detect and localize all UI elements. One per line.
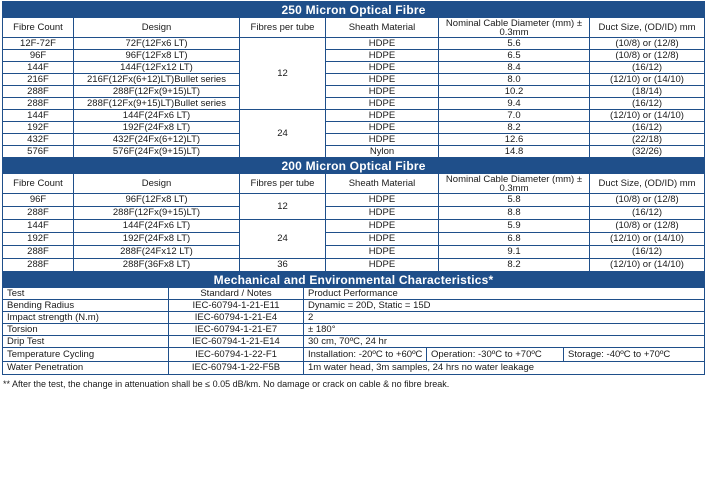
test-name: Bending Radius [3, 300, 169, 312]
col-duct-size: Duct Size, (OD/ID) mm [590, 174, 705, 194]
fibre-count: 288F [3, 207, 74, 220]
diameter: 8.2 [439, 259, 590, 272]
sheath: HDPE [326, 38, 439, 50]
fibre-count: 576F [3, 146, 74, 158]
table-250-title: 250 Micron Optical Fibre [3, 2, 705, 18]
design: 144F(24Fx6 LT) [74, 220, 240, 233]
installation-range: Installation: -20ºC to +60ºC [308, 349, 423, 360]
diameter: 8.4 [439, 62, 590, 74]
sheath: HDPE [326, 50, 439, 62]
diameter: 14.8 [439, 146, 590, 158]
fibre-count: 192F [3, 233, 74, 246]
table-row [3, 324, 705, 336]
design: 144F(24Fx6 LT) [74, 110, 240, 122]
fibre-count: 288F [3, 259, 74, 272]
operation-range: Operation: -30ºC to +70ºC [426, 348, 563, 361]
sheath: HDPE [326, 233, 439, 246]
duct-size: (16/12) [590, 246, 705, 259]
standard: IEC-60794-1-21-E11 [169, 300, 304, 312]
sheath: HDPE [326, 110, 439, 122]
table-row [3, 246, 705, 259]
standard: IEC-60794-1-22-F5B [169, 362, 304, 375]
col-fibres-per-tube: Fibres per tube [240, 174, 326, 194]
col-fibre-count: Fibre Count [3, 18, 74, 38]
duct-size: (12/10) or (14/10) [590, 259, 705, 272]
performance: ± 180° [304, 324, 705, 336]
temp-performance [304, 348, 705, 362]
fibre-count: 192F [3, 122, 74, 134]
fibre-count: 96F [3, 50, 74, 62]
table-row [3, 220, 705, 233]
duct-size: (12/10) or (14/10) [590, 74, 705, 86]
table-row [3, 233, 705, 246]
sheath: HDPE [326, 86, 439, 98]
design: 576F(24Fx(9+15)LT) [74, 146, 240, 158]
design: 192F(24Fx8 LT) [74, 233, 240, 246]
duct-size: (32/26) [590, 146, 705, 158]
storage-range: Storage: -40ºC to +70ºC [563, 348, 704, 361]
table-row [3, 122, 705, 134]
duct-size: (10/8) or (12/8) [590, 38, 705, 50]
performance: 2 [304, 312, 705, 324]
duct-size: (12/10) or (14/10) [590, 233, 705, 246]
fibre-count: 432F [3, 134, 74, 146]
col-duct-size: Duct Size, (OD/ID) mm [590, 18, 705, 38]
performance: 1m water head, 3m samples, 24 hrs no water leakage [304, 362, 705, 375]
table-row [3, 62, 705, 74]
diameter: 9.1 [439, 246, 590, 259]
design: 288F(12Fx(9+15)LT) [74, 207, 240, 220]
diameter: 8.8 [439, 207, 590, 220]
diameter: 10.2 [439, 86, 590, 98]
duct-size: (16/12) [590, 62, 705, 74]
table-row [3, 134, 705, 146]
table-row [3, 207, 705, 220]
fibre-count: 144F [3, 110, 74, 122]
fibre-count: 96F [3, 194, 74, 207]
standard: IEC-60794-1-21-E7 [169, 324, 304, 336]
col-fibre-count: Fibre Count [3, 174, 74, 194]
test-name: Drip Test [3, 336, 169, 348]
design: 288F(36Fx8 LT) [74, 259, 240, 272]
table-row [3, 110, 705, 122]
table-row [3, 300, 705, 312]
performance: Dynamic = 20D, Static = 15D [304, 300, 705, 312]
col-fibres-per-tube: Fibres per tube [240, 18, 326, 38]
table-row [3, 194, 705, 207]
diameter: 5.6 [439, 38, 590, 50]
footnote: ** After the test, the change in attenuation shall be ≤ 0.05 dB/km. No damage or crack on cable & no fibre break. [3, 379, 450, 389]
sheath: Nylon [326, 146, 439, 158]
sheath: HDPE [326, 122, 439, 134]
test-name: Torsion [3, 324, 169, 336]
table-row [3, 259, 705, 272]
table-200-title: 200 Micron Optical Fibre [3, 158, 705, 174]
design: 96F(12Fx8 LT) [74, 194, 240, 207]
diameter: 7.0 [439, 110, 590, 122]
mech-title: Mechanical and Environmental Characteristics* [3, 272, 705, 288]
design: 432F(24Fx(6+12)LT) [74, 134, 240, 146]
fibre-count: 288F [3, 98, 74, 110]
col-sheath-material: Sheath Material [326, 174, 439, 194]
table-row-water-penetration [3, 362, 705, 375]
fibre-count: 216F [3, 74, 74, 86]
sheath: HDPE [326, 74, 439, 86]
table-row [3, 74, 705, 86]
table-row [3, 336, 705, 348]
col-design: Design [74, 18, 240, 38]
fibre-count: 288F [3, 86, 74, 98]
table-250-micron [2, 1, 705, 288]
sheath: HDPE [326, 194, 439, 207]
sheath: HDPE [326, 62, 439, 74]
col-nominal-diameter: Nominal Cable Diameter (mm) ± 0.3mm [439, 18, 590, 38]
diameter: 8.2 [439, 122, 590, 134]
design: 96F(12Fx8 LT) [74, 50, 240, 62]
duct-size: (10/8) or (12/8) [590, 194, 705, 207]
diameter: 5.8 [439, 194, 590, 207]
fibre-count: 288F [3, 246, 74, 259]
design: 288F(12Fx(9+15)LT) [74, 86, 240, 98]
col-design: Design [74, 174, 240, 194]
fibre-count: 144F [3, 62, 74, 74]
table-row [3, 86, 705, 98]
design: 72F(12Fx6 LT) [74, 38, 240, 50]
fibres-per-tube: 36 [240, 259, 326, 272]
test-name: Impact strength (N.m) [3, 312, 169, 324]
col-test: Test [3, 288, 169, 300]
diameter: 9.4 [439, 98, 590, 110]
col-standard: Standard / Notes [169, 288, 304, 300]
fibres-per-tube: 24 [240, 110, 326, 158]
design: 288F(12Fx(9+15)LT)Bullet series [74, 98, 240, 110]
design: 216F(12Fx(6+12)LT)Bullet series [74, 74, 240, 86]
fibres-per-tube: 12 [240, 194, 326, 220]
sheath: HDPE [326, 259, 439, 272]
table-mechanical [2, 287, 705, 375]
test-name: Water Penetration [3, 362, 169, 375]
table-row-temp-cycling [3, 348, 705, 362]
design: 192F(24Fx8 LT) [74, 122, 240, 134]
sheath: HDPE [326, 134, 439, 146]
table-row [3, 98, 705, 110]
diameter: 12.6 [439, 134, 590, 146]
col-performance: Product Performance [304, 288, 705, 300]
table-row [3, 312, 705, 324]
table-row [3, 38, 705, 50]
diameter: 5.9 [439, 220, 590, 233]
design: 144F(12Fx12 LT) [74, 62, 240, 74]
diameter: 6.5 [439, 50, 590, 62]
standard: IEC-60794-1-21-E4 [169, 312, 304, 324]
duct-size: (10/8) or (12/8) [590, 50, 705, 62]
duct-size: (18/14) [590, 86, 705, 98]
table-row [3, 50, 705, 62]
sheath: HDPE [326, 246, 439, 259]
table-row [3, 146, 705, 158]
fibre-count: 12F-72F [3, 38, 74, 50]
sheath: HDPE [326, 98, 439, 110]
duct-size: (16/12) [590, 98, 705, 110]
fibres-per-tube: 24 [240, 220, 326, 259]
duct-size: (12/10) or (14/10) [590, 110, 705, 122]
standard: IEC-60794-1-21-E14 [169, 336, 304, 348]
design: 288F(24Fx12 LT) [74, 246, 240, 259]
fibre-count: 144F [3, 220, 74, 233]
col-nominal-diameter: Nominal Cable Diameter (mm) ± 0.3mm [439, 174, 590, 194]
standard: IEC-60794-1-22-F1 [169, 348, 304, 362]
sheath: HDPE [326, 207, 439, 220]
performance: 30 cm, 70ºC, 24 hr [304, 336, 705, 348]
diameter: 8.0 [439, 74, 590, 86]
col-sheath-material: Sheath Material [326, 18, 439, 38]
fibres-per-tube: 12 [240, 38, 326, 110]
duct-size: (16/12) [590, 122, 705, 134]
sheath: HDPE [326, 220, 439, 233]
duct-size: (22/18) [590, 134, 705, 146]
diameter: 6.8 [439, 233, 590, 246]
duct-size: (10/8) or (12/8) [590, 220, 705, 233]
duct-size: (16/12) [590, 207, 705, 220]
test-name: Temperature Cycling [3, 348, 169, 362]
